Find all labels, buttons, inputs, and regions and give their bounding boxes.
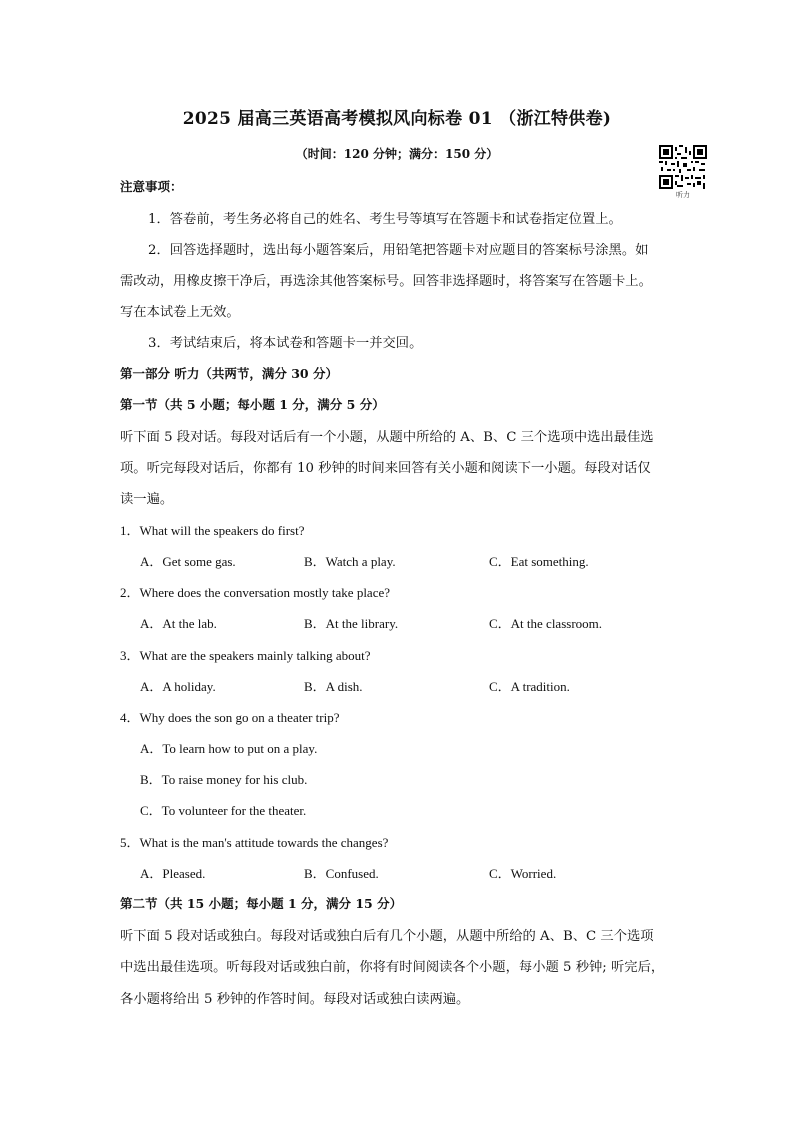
q3-option-b[interactable]: B．A dish. — [304, 679, 363, 694]
section2-instructions-line-2: 中选出最佳选项。听每段对话或独白前，你将有时间阅读各个小题，每小题 5 秒钟; 听完后， — [120, 960, 665, 975]
notice-heading: 注意事项： — [120, 179, 183, 194]
section1-heading: 第一节（共 5 小题；每小题 1 分，满分 5 分） — [120, 397, 385, 412]
notice-item-2-line-2: 需改动，用橡皮擦干净后，再选涂其他答案标号。回答非选择题时，将答案写在答题卡上。 — [120, 274, 652, 289]
q4-option-c[interactable]: C．To volunteer for the theater. — [140, 803, 307, 818]
q5-option-b[interactable]: B．Confused. — [304, 866, 379, 881]
q4-option-b[interactable]: B．To raise money for his club. — [140, 772, 308, 787]
question-3: 3．What are the speakers mainly talking about? — [120, 648, 371, 663]
question-5: 5．What is the man's attitude towards the changes? — [120, 835, 389, 850]
q4-option-a[interactable]: A．To learn how to put on a play. — [140, 741, 318, 756]
q5-option-a[interactable]: A．Pleased. — [140, 866, 206, 881]
question-4: 4．Why does the son go on a theater trip? — [120, 710, 340, 725]
notice-item-2-line-3: 写在本试卷上无效。 — [120, 305, 240, 320]
q5-option-c[interactable]: C．Worried. — [489, 866, 557, 881]
q2-option-b[interactable]: B．At the library. — [304, 616, 399, 631]
section2-instructions-line-3: 各小题将给出 5 秒钟的作答时间。每段对话或独白读两遍。 — [120, 992, 470, 1007]
page-title: 2025 届高三英语高考模拟风向标卷 01 （浙江特供卷) — [182, 109, 612, 129]
section2-instructions-line-1: 听下面 5 段对话或独白。每段对话或独白后有几个小题，从题中所给的 A、B、C 三个选项 — [120, 929, 654, 944]
question-2: 2．Where does the conversation mostly take place? — [120, 585, 391, 600]
qr-caption: 听力 — [676, 191, 690, 199]
section1-instructions-line-2: 项。听完每段对话后，你都有 10 秒钟的时间来回答有关小题和阅读下一小题。每段对话仅 — [120, 461, 651, 476]
q3-option-c[interactable]: C．A tradition. — [489, 679, 570, 694]
q1-option-b[interactable]: B．Watch a play. — [304, 554, 396, 569]
exam-time-score: （时间：120 分钟；满分：150 分） — [295, 147, 499, 161]
notice-item-2-line-1: 2．回答选择题时，选出每小题答案后，用铅笔把答题卡对应题目的答案标号涂黑。如 — [148, 243, 649, 258]
section2-heading: 第二节（共 15 小题；每小题 1 分，满分 15 分） — [120, 896, 403, 911]
qr-code-icon[interactable] — [659, 145, 707, 189]
q3-option-a[interactable]: A．A holiday. — [140, 679, 216, 694]
notice-item-3: 3．考试结束后，将本试卷和答题卡一并交回。 — [148, 336, 423, 351]
q1-option-a[interactable]: A．Get some gas. — [140, 554, 236, 569]
notice-item-1: 1．答卷前，考生务必将自己的姓名、考生号等填写在答题卡和试卷指定位置上。 — [148, 212, 622, 227]
q2-option-c[interactable]: C．At the classroom. — [489, 616, 603, 631]
section1-instructions-line-1: 听下面 5 段对话。每段对话后有一个小题，从题中所给的 A、B、C 三个选项中选出最佳选 — [120, 430, 654, 445]
question-1: 1．What will the speakers do first? — [120, 523, 305, 538]
section1-instructions-line-3: 读一遍。 — [120, 492, 174, 507]
q2-option-a[interactable]: A．At the lab. — [140, 616, 217, 631]
part1-heading: 第一部分 听力（共两节，满分 30 分） — [120, 366, 338, 381]
q1-option-c[interactable]: C．Eat something. — [489, 554, 589, 569]
